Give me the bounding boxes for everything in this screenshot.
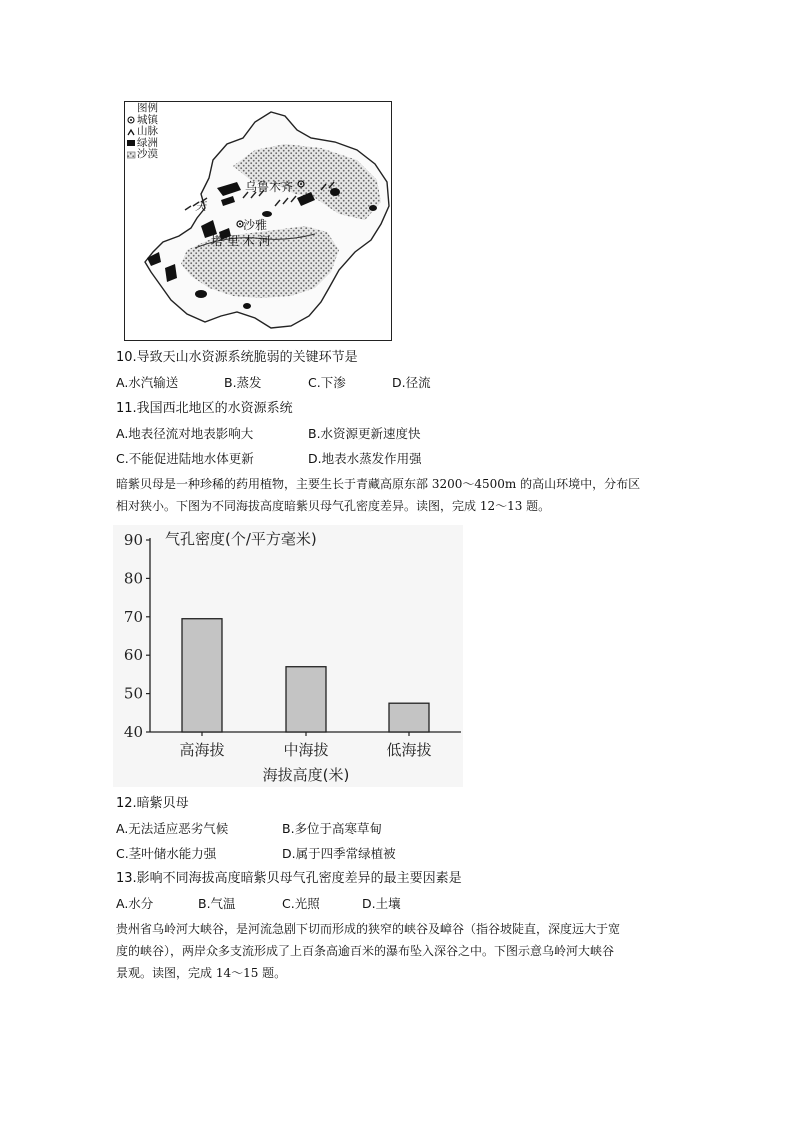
y-tick-label: 60 <box>123 646 143 665</box>
q12-option-a: A.无法适应恶劣气候 <box>116 821 229 836</box>
y-tick-label: 90 <box>123 531 143 549</box>
q13-option-b: B.气温 <box>198 896 236 911</box>
q10-option-b: B.蒸发 <box>224 375 262 390</box>
q10-option-c: C.下渗 <box>308 375 346 390</box>
legend-title: 图例 <box>137 102 158 114</box>
y-tick-label: 50 <box>123 684 143 703</box>
bar-3 <box>389 703 429 732</box>
shaya-label: 沙雅 <box>243 218 268 232</box>
oasis <box>243 303 251 309</box>
bar-1 <box>182 619 222 732</box>
q11-option-c: C.不能促进陆地水体更新 <box>116 451 254 466</box>
q11-option-d: D.地表水蒸发作用强 <box>308 451 422 466</box>
passage-2-line-2: 度的峡谷），两岸众多支流形成了上百条高逾百米的瀑布坠入深谷之中。下图示意乌岭河大峡谷 <box>116 944 615 958</box>
urumqi-label: 乌鲁木齐 <box>245 180 294 194</box>
oasis <box>195 290 207 298</box>
passage-2-line-3: 景观。读图，完成 14～15 题。 <box>116 966 287 980</box>
q10-option-d: D.径流 <box>392 375 431 390</box>
bar-2 <box>286 667 326 732</box>
tianshan-label: 天 <box>195 200 206 213</box>
map-legend <box>127 103 158 161</box>
question-10-stem: 10.导致天山水资源系统脆弱的关键环节是 <box>116 350 358 365</box>
q13-option-d: D.土壤 <box>362 896 401 911</box>
q12-option-b: B.多位于高寒草甸 <box>282 821 383 836</box>
stomata-density-chart <box>113 525 463 787</box>
desert-icon <box>127 150 137 160</box>
q11-option-a: A.地表径流对地表影响大 <box>116 426 254 441</box>
y-tick-label: 70 <box>123 607 143 626</box>
chart-title: 气孔密度(个/平方毫米) <box>165 530 317 548</box>
x-axis-label: 海拔高度(米) <box>262 766 350 784</box>
q12-option-d: D.属于四季常绿植被 <box>282 846 396 861</box>
oasis <box>369 205 377 211</box>
category-label-2: 中海拔 <box>283 741 329 759</box>
legend-oasis-label: 绿洲 <box>137 136 158 149</box>
legend-desert-label: 沙漠 <box>137 148 158 160</box>
mountain-icon <box>127 127 137 137</box>
town-icon <box>127 115 137 125</box>
question-11-stem: 11.我国西北地区的水资源系统 <box>116 401 293 416</box>
legend-town-label: 城镇 <box>137 113 158 126</box>
legend-mountain-label: 山脉 <box>137 125 158 137</box>
category-label-1: 高海拔 <box>179 741 225 759</box>
q13-option-a: A.水分 <box>116 896 154 911</box>
passage-1-line-2: 相对狭小。下图为不同海拔高度暗紫贝母气孔密度差异。读图，完成 12～13 题。 <box>116 499 551 513</box>
y-tick-label: 40 <box>123 723 143 741</box>
tarim-river-label: 塔 里 木 河 <box>211 234 271 248</box>
xinjiang-map <box>124 101 392 341</box>
y-tick-label: 80 <box>123 569 143 588</box>
oasis-icon <box>127 138 137 148</box>
q10-option-a: A.水汽输送 <box>116 375 179 390</box>
category-label-3: 低海拔 <box>386 741 432 759</box>
q13-option-c: C.光照 <box>282 896 320 911</box>
passage-2-line-1: 贵州省乌岭河大峡谷，是河流急剧下切而形成的狭窄的峡谷及嶂谷（指谷坡陡直，深度远大于宽 <box>116 922 621 936</box>
question-12-stem: 12.暗紫贝母 <box>116 796 189 811</box>
q11-option-b: B.水资源更新速度快 <box>308 426 421 441</box>
q12-option-c: C.茎叶储水能力强 <box>116 846 217 861</box>
passage-fritillaria <box>116 473 716 517</box>
passage-1-line-1: 暗紫贝母是一种珍稀的药用植物，主要生长于青藏高原东部 3200～4500m 的高山环境中，分布区 <box>116 477 641 491</box>
passage-canyon <box>116 918 716 984</box>
question-13-stem: 13.影响不同海拔高度暗紫贝母气孔密度差异的最主要因素是 <box>116 871 462 886</box>
oasis <box>330 188 340 196</box>
